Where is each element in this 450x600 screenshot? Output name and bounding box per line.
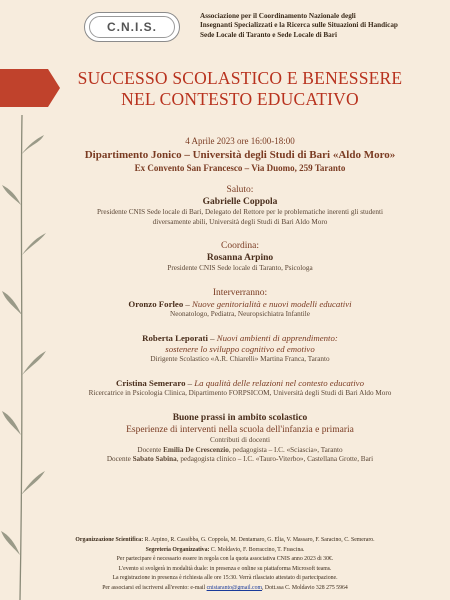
docente-2-post: , pedagogista clinico – I.C. «Tauro-Viterbo», Castellana Grotte, Bari — [176, 455, 374, 464]
speaker-3-name: Cristina Semeraro — [116, 377, 186, 388]
saluto-name: Gabrielle Coppola — [202, 197, 278, 207]
footer-secretariat-label: Segreteria Organizzativa: — [145, 546, 210, 553]
footer-email-link[interactable]: cnistaranto@gmail.com — [206, 584, 262, 591]
association-line-1: Associazione per il Coordinamento Nazionale degli — [200, 12, 356, 20]
saluto-heading: Saluto: — [226, 185, 254, 195]
saluto-desc-line-1: Presidente CNIS Sede locale di Bari, Delegato del Rettore per le problematiche inerenti gli studenti — [96, 208, 383, 216]
footer-organization — [0, 536, 450, 546]
program-content — [40, 136, 440, 465]
footer-contact-pre: Per associarsi ed iscriversi all'evento: e-mail — [102, 584, 207, 591]
speaker-1 — [40, 299, 440, 311]
title-line-1: SUCCESSO SCOLASTICO E BENESSERE — [77, 68, 403, 88]
association-line-2: Insegnanti Specializzati e la Ricerca sulle Situazioni di Handicap — [200, 21, 398, 30]
footer-contact-post: , Dott.ssa C. Moldavio 328 275 5964 — [261, 584, 348, 591]
event-title — [40, 68, 440, 110]
buone-prassi-contrib: Contributi di docenti — [210, 436, 270, 445]
speaker-3-role: Ricercatrice in Psicologia Clinica, Dipartimento FORPSICOM, Università degli Studi di Bari Aldo Moro — [88, 389, 392, 398]
cnis-logo — [84, 12, 180, 42]
speaker-2-role: Dirigente Scolastico «A.R. Chiarelli» Martina Franca, Taranto — [150, 355, 330, 364]
speaker-1-sep: – — [183, 298, 193, 309]
event-address: Ex Convento San Francesco – Via Duomo, 259 Taranto — [134, 163, 346, 173]
docente-2 — [40, 455, 440, 465]
saluto-desc-line-2: diversamente abili, Università degli Studi di Bari Aldo Moro — [152, 217, 328, 226]
docente-1-name: Emilia De Crescenzio — [163, 445, 229, 454]
coordina-desc: Presidente CNIS Sede locale di Taranto, Psicologa — [167, 264, 313, 273]
speaker-3-sep: – — [185, 377, 195, 388]
footer-organization-names: R. Arpino, R. Cassibba, G. Coppola, M. Dentamaro, G. Elia, V. Massaro, F. Saracino, C. Semeraro. — [143, 537, 375, 543]
event-datetime: 4 Aprile 2023 ore 16:00-18:00 — [185, 136, 295, 146]
speaker-2-sep: – — [207, 332, 217, 343]
speaker-1-name: Oronzo Forleo — [128, 298, 184, 309]
coordina-heading: Coordina: — [221, 241, 259, 252]
docente-1 — [40, 446, 440, 456]
footer-secretariat-names: C. Moldavio, F. Borraccino, T. Frascina. — [209, 546, 305, 553]
speaker-2 — [40, 333, 440, 345]
speaker-3-topic: La qualità delle relazioni nel contesto educativo — [194, 377, 364, 388]
footer-organization-label: Organizzazione Scientifica: — [75, 537, 144, 543]
footer-info — [0, 536, 450, 594]
docente-1-post: , pedagogista – I.C. «Sciascia», Taranto — [228, 445, 343, 454]
footer-contact — [0, 584, 450, 594]
docente-1-pre: Docente — [137, 445, 164, 454]
title-line-2: NEL CONTESTO EDUCATIVO — [121, 89, 359, 109]
association-header — [200, 12, 440, 40]
speaker-2-topic: Nuovi ambienti di apprendimento: — [216, 332, 338, 343]
association-line-3: Sede Locale di Taranto e Sede Locale di Bari — [200, 30, 337, 39]
speaker-1-role: Neonatologo, Pediatra, Neuropsichiatra Infantile — [170, 310, 310, 319]
footer-fee-note: Per partecipare è necessario essere in regola con la quota associativa CNIS anno 2023 di 30€. — [116, 556, 334, 563]
event-department: Dipartimento Jonico – Università degli Studi di Bari «Aldo Moro» — [84, 149, 396, 161]
speaker-2-name: Roberta Leporati — [142, 332, 208, 343]
footer-secretariat — [0, 546, 450, 556]
buone-prassi-subheading: Esperienze di interventi nella scuola dell'infanzia e primaria — [126, 425, 354, 436]
speaker-3 — [40, 378, 440, 390]
speaker-2-topic-line-2: sostenere lo sviluppo cognitivo ed emotivo — [165, 344, 315, 355]
cnis-logo-text: C.N.I.S. — [89, 16, 175, 38]
speaker-1-topic: Nuove genitorialità e nuovi modelli educativi — [192, 298, 352, 309]
buone-prassi-heading: Buone prassi in ambito scolastico — [172, 413, 308, 424]
interventi-heading: Interverranno: — [212, 287, 268, 298]
docente-2-pre: Docente — [106, 455, 133, 464]
docente-2-name: Sabato Sabina — [132, 455, 177, 464]
footer-mode-note: L'evento si svolgerà in modalità duale: in presenza e online su piattaforma Microsoft teams. — [118, 565, 332, 572]
coordina-name: Rosanna Arpino — [206, 253, 274, 264]
footer-registration-note: La registrazione in presenza è richiesta alle ore 15:30. Verrà rilasciato attestato di partecipazione. — [112, 575, 338, 582]
